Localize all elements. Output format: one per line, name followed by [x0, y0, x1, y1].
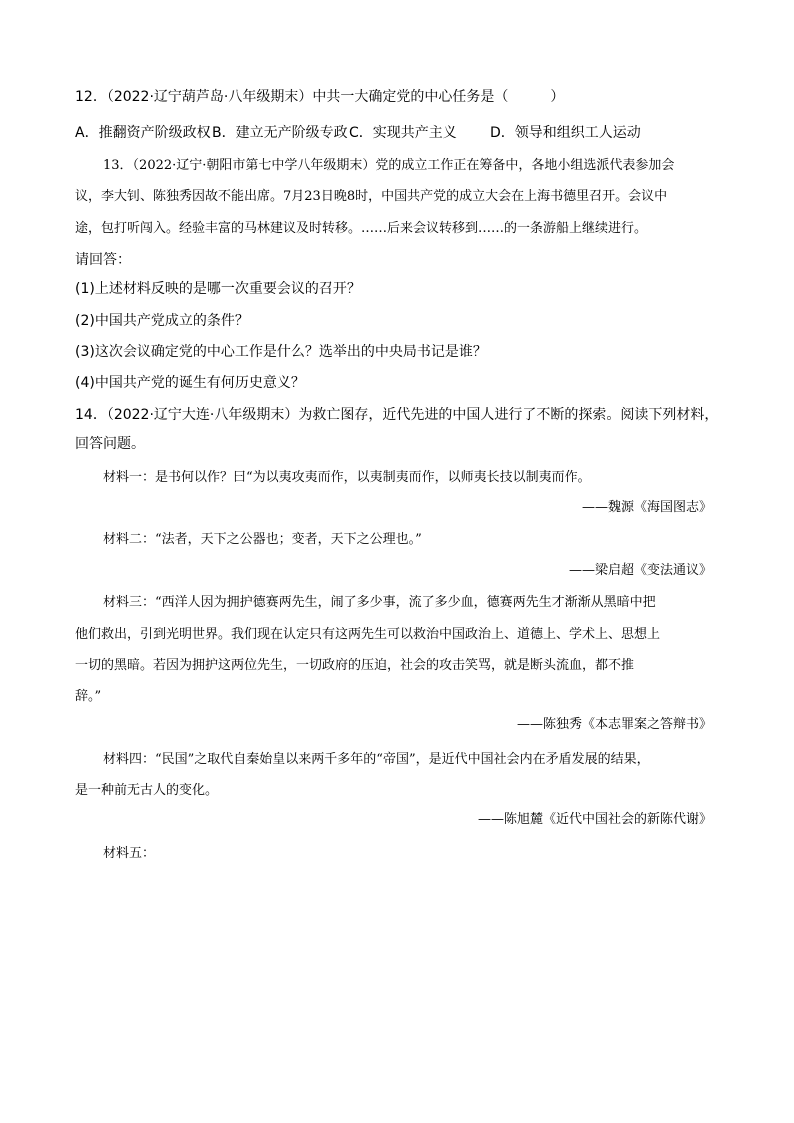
- q13-subquestion-2: (2)中国共产党成立的条件？: [75, 313, 249, 329]
- q12-option-a[interactable]: A．推翻资产阶级政权: [75, 125, 211, 141]
- q13-prompt: 请回答：: [75, 252, 131, 268]
- q13-material-line-3: 途，包打听闯入。经验丰富的马林建议及时转移。……后来会议转移到……的一条游船上继续进行。: [75, 221, 648, 236]
- q14-stem-line-1: 14．（2022·辽宁大连·八年级期末）为救亡图存，近代先进的中国人进行了不断的探索。阅读下列材料，: [75, 407, 719, 423]
- material-1-source: ——魏源《海国图志》: [581, 500, 712, 515]
- q12-option-b[interactable]: B．建立无产阶级专政: [212, 125, 348, 141]
- material-3-line-2: 他们救出，引到光明世界。我们现在认定只有这两先生可以救治中国政治上、道德上、学术上、思想上: [75, 627, 661, 642]
- q13-material-line-1: 13．（2022·辽宁·朝阳市第七中学八年级期末）党的成立工作正在筹备中，各地小组选派代表参加会: [103, 158, 675, 173]
- q14-stem-line-2: 回答问题。: [75, 436, 145, 452]
- q13-subquestion-3: (3)这次会议确定党的中心工作是什么？选举出的中央局书记是谁？: [75, 344, 487, 360]
- q12-stem: 12．（2022·辽宁葫芦岛·八年级期末）中共一大确定党的中心任务是（ ）: [75, 89, 565, 105]
- material-3-line-1: 材料三：“西洋人因为拥护德赛两先生，闹了多少事，流了多少血，德赛两先生才渐渐从黑暗中把: [103, 595, 656, 610]
- material-3-line-4: 辞。”: [75, 689, 102, 704]
- material-4-line-1: 材料四：“民国”之取代自秦始皇以来两千多年的“帝国”，是近代中国社会内在矛盾发展的结果，: [103, 752, 650, 767]
- material-3-source: ——陈独秀《本志罪案之答辩书》: [516, 717, 712, 732]
- material-4-source: ——陈旭麓《近代中国社会的新陈代谢》: [477, 812, 712, 827]
- material-4-line-2: 是一种前无古人的变化。: [75, 783, 219, 798]
- q13-subquestion-1: (1)上述材料反映的是哪一次重要会议的召开？: [75, 281, 361, 297]
- q13-material-line-2: 议，李大钊、陈独秀因故不能出席。7月23日晚8时，中国共产党的成立大会在上海书德里召开。会议中: [75, 189, 668, 204]
- material-1-text: 材料一：是书何以作？曰“为以夷攻夷而作，以夷制夷而作，以师夷长技以制夷而作。: [103, 470, 591, 485]
- material-2-text: 材料二：“法者，天下之公器也；变者，天下之公理也。”: [103, 532, 422, 547]
- q12-option-d[interactable]: D．领导和组织工人运动: [490, 125, 641, 141]
- q12-option-c[interactable]: C．实现共产主义: [349, 125, 457, 141]
- material-3-line-3: 一切的黑暗。若因为拥护这两位先生，一切政府的压迫，社会的攻击笑骂，就是断头流血，都不推: [75, 658, 635, 673]
- material-2-source: ——梁启超《变法通议》: [568, 563, 712, 578]
- material-5-label: 材料五：: [103, 846, 156, 861]
- q13-subquestion-4: (4)中国共产党的诞生有何历史意义？: [75, 375, 305, 391]
